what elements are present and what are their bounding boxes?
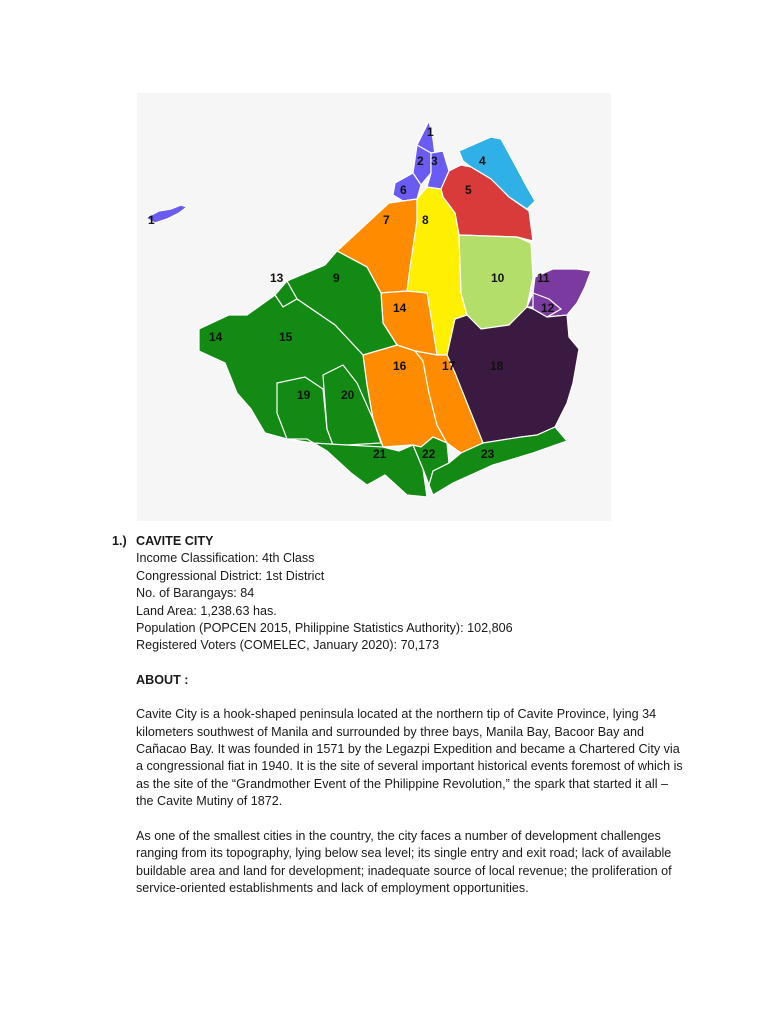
map-label-6: 6 [400, 183, 407, 197]
map-label-19: 19 [297, 388, 311, 402]
map-label-1-north: 1 [427, 125, 434, 139]
detail-congressional-district: Congressional District: 1st District [136, 568, 325, 583]
map-label-10: 10 [491, 271, 505, 285]
map-label-7: 7 [383, 213, 390, 227]
about-paragraph-2: As one of the smallest cities in the country, the city faces a number of development challenges ranging from its topography, lying below sea level; its single entry and exit road; lack of available buildable area and land for development; inadequate source of local revenue; the proliferation of service-oriented establishments and lack of employment opportunities. [136, 828, 672, 895]
detail-income-classification: Income Classification: 4th Class [136, 551, 315, 566]
map-label-21: 21 [373, 447, 387, 461]
city-entry [112, 533, 712, 897]
about-heading: ABOUT : [136, 672, 189, 687]
map-label-13: 13 [270, 271, 284, 285]
map-label-15: 15 [279, 330, 293, 344]
province-map [137, 93, 611, 521]
map-label-3: 3 [431, 154, 438, 168]
map-label-14-green: 14 [209, 330, 223, 344]
map-label-14-orange: 14 [393, 301, 407, 315]
detail-registered-voters: Registered Voters (COMELEC, January 2020): 70,173 [136, 638, 440, 653]
map-label-8: 8 [422, 213, 429, 227]
entry-number: 1.) [112, 534, 127, 548]
map-label-9: 9 [333, 271, 340, 285]
map-image [137, 93, 611, 521]
map-region-21 [287, 439, 427, 497]
map-label-12: 12 [541, 301, 555, 315]
map-label-17: 17 [442, 359, 456, 373]
map-label-22: 22 [422, 447, 436, 461]
detail-land-area: Land Area: 1,238.63 has. [136, 603, 277, 618]
map-label-1-island: 1 [148, 213, 155, 227]
entry-details [136, 550, 712, 654]
map-label-4: 4 [479, 154, 486, 168]
map-label-2: 2 [417, 154, 424, 168]
map-label-20: 20 [341, 388, 355, 402]
entry-heading [112, 533, 712, 550]
about-paragraph-1: Cavite City is a hook-shaped peninsula located at the northern tip of Cavite Province, lying 34 kilometers southwest of Manila and surrounded by three bays, Manila Bay, Bacoor Bay and Cañacao Bay. It was founded in 1571 by the Legazpi Expedition and became a Chartered City via a congressional fiat in 1940. It is the site of several important historical events foremost of which is as the site of the “Grandmother Event of the Philippine Revolution,” the spark that started it all – the Cavite Mutiny of 1872. [136, 707, 683, 809]
map-label-5: 5 [465, 183, 472, 197]
map-label-16: 16 [393, 359, 407, 373]
map-label-11: 11 [537, 271, 550, 285]
detail-barangays: No. of Barangays: 84 [136, 586, 255, 601]
map-label-18: 18 [490, 359, 504, 373]
map-label-23: 23 [481, 447, 495, 461]
entry-title: CAVITE CITY [136, 534, 214, 548]
detail-population: Population (POPCEN 2015, Philippine Statistics Authority): 102,806 [136, 621, 513, 636]
